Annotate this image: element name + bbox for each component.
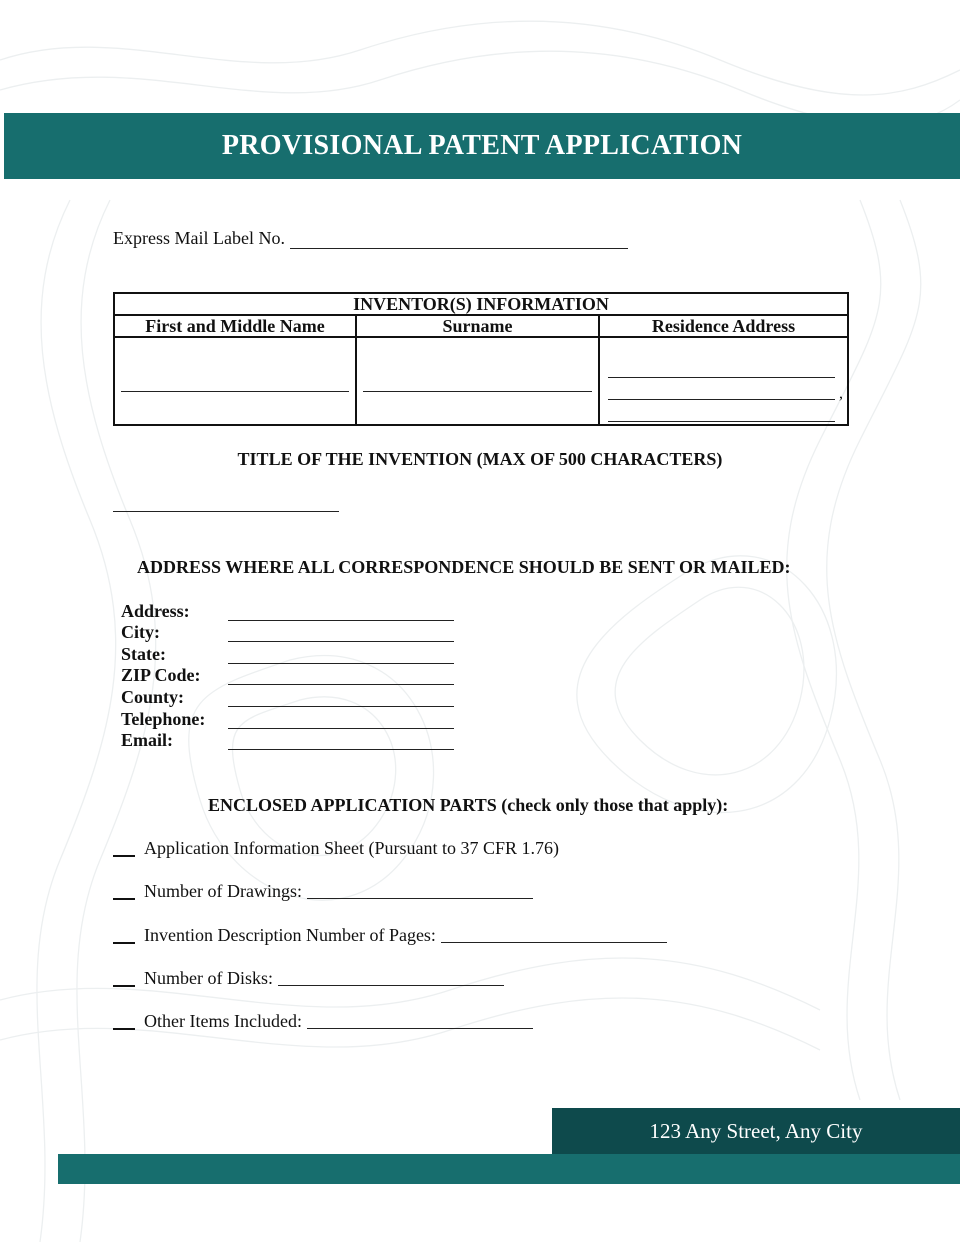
inventor-info-table — [113, 292, 849, 426]
footer-address: 123 Any Street, Any City — [649, 1118, 863, 1143]
correspondence-fields — [121, 600, 454, 751]
description-pages-field[interactable] — [441, 942, 667, 943]
state-field[interactable] — [228, 663, 454, 664]
address-field[interactable] — [228, 620, 454, 621]
other-items-field[interactable] — [307, 1028, 533, 1029]
county-field[interactable] — [228, 706, 454, 707]
header-banner — [4, 113, 960, 179]
email-field[interactable] — [228, 749, 454, 750]
part-application-info-sheet — [113, 838, 564, 859]
telephone-field[interactable] — [228, 728, 454, 729]
correspondence-heading: ADDRESS WHERE ALL CORRESPONDENCE SHOULD BE SENT OR MAILED: — [137, 557, 791, 577]
checkbox-number-of-drawings[interactable] — [113, 898, 135, 900]
express-mail-row — [113, 228, 628, 249]
part-number-of-disks — [113, 968, 504, 989]
column-first-middle-name: First and Middle Name — [114, 315, 356, 337]
first-middle-name-field[interactable] — [121, 391, 349, 392]
column-surname: Surname — [356, 315, 599, 337]
zip-code-field[interactable] — [228, 684, 454, 685]
part-label: Invention Description Number of Pages: — [144, 925, 436, 945]
county-label: County: — [121, 686, 185, 707]
number-of-drawings-field[interactable] — [307, 898, 533, 899]
telephone-label: Telephone: — [121, 708, 206, 729]
city-field[interactable] — [228, 641, 454, 642]
email-label: Email: — [121, 730, 173, 751]
express-mail-field[interactable] — [290, 247, 628, 249]
enclosed-parts-heading: ENCLOSED APPLICATION PARTS (check only those that apply): — [208, 795, 729, 815]
residence-address-line-1[interactable] — [608, 356, 835, 378]
residence-address-line-2[interactable] — [608, 378, 843, 402]
comma: , — [839, 385, 843, 402]
city-label: City: — [121, 622, 160, 643]
checkbox-other-items[interactable] — [113, 1028, 135, 1030]
part-description-pages — [113, 925, 667, 946]
express-mail-label: Express Mail Label No. — [113, 228, 285, 248]
part-label: Application Information Sheet (Pursuant to 37 CFR 1.76) — [144, 838, 559, 858]
page-title: PROVISIONAL PATENT APPLICATION — [221, 130, 743, 161]
part-number-of-drawings — [113, 881, 533, 902]
invention-title-field[interactable] — [113, 511, 339, 512]
column-residence-address: Residence Address — [599, 315, 848, 337]
state-label: State: — [121, 643, 166, 664]
footer-address-box — [552, 1108, 960, 1154]
zip-code-label: ZIP Code: — [121, 665, 201, 686]
invention-title-heading: TITLE OF THE INVENTION (MAX OF 500 CHARACTERS) — [237, 449, 723, 469]
surname-field[interactable] — [363, 391, 592, 392]
footer-bar — [58, 1154, 960, 1184]
part-label: Number of Disks: — [144, 968, 273, 988]
checkbox-number-of-disks[interactable] — [113, 985, 135, 987]
part-other-items — [113, 1011, 533, 1032]
part-label: Number of Drawings: — [144, 881, 302, 901]
address-label: Address: — [121, 600, 190, 621]
checkbox-description-pages[interactable] — [113, 942, 135, 944]
checkbox-application-info-sheet[interactable] — [113, 855, 135, 857]
residence-address-line-3[interactable] — [608, 400, 835, 422]
inventor-table-heading: INVENTOR(S) INFORMATION — [114, 293, 848, 315]
number-of-disks-field[interactable] — [278, 985, 504, 986]
part-label: Other Items Included: — [144, 1011, 302, 1031]
